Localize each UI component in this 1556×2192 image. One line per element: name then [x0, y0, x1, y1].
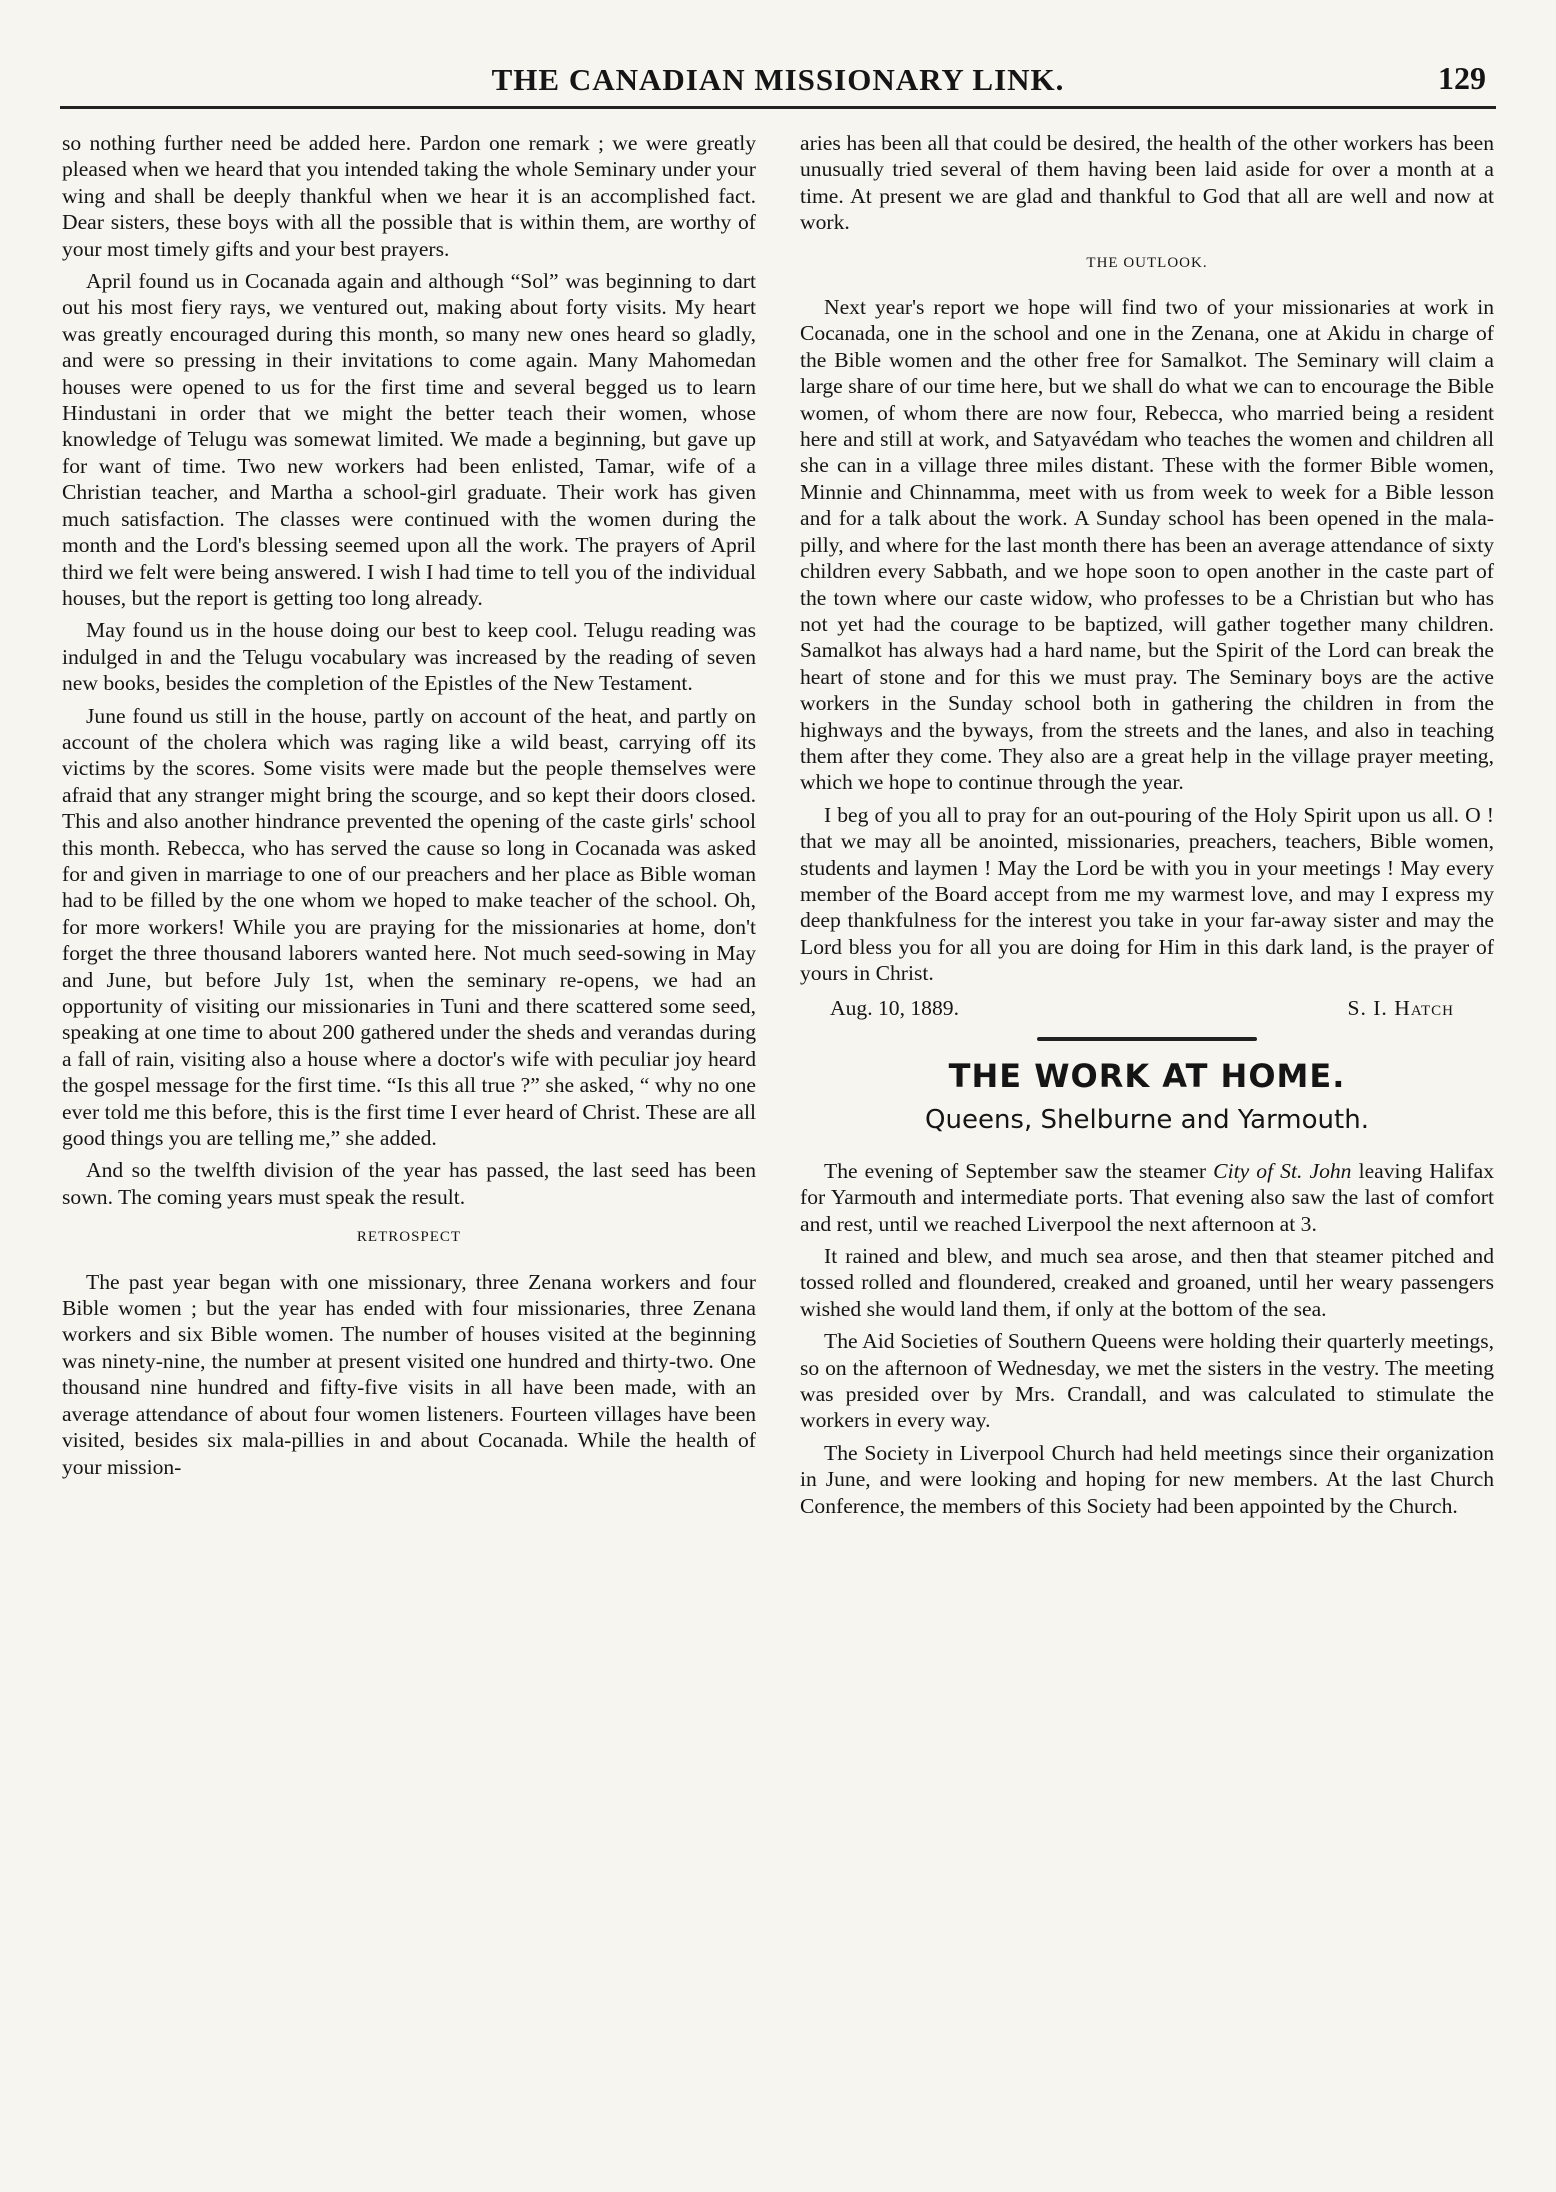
paragraph: It rained and blew, and much sea arose, and then that steamer pitched and tossed rolled and floundered, creaked and groaned, until her weary passengers wished she would land them, if only at the bottom of the sea. — [800, 1244, 1494, 1321]
text-span: The evening of September saw the steamer — [824, 1158, 1214, 1183]
paragraph: I beg of you all to pray for an out-pouring of the Holy Spirit upon us all. O ! that we may all be anointed, missionaries, preachers, teachers, Bible women, students and laymen ! May the Lord be with you in your meetings ! May every member of the Board accept from me my warmest love, and may I express my deep thankfulness for the interest you take in your far-away sister and may the Lord bless you for all you are doing for Him in this dark land, is the prayer of yours in Christ. — [800, 802, 1494, 986]
paragraph: The Society in Liverpool Church had held meetings since their organization in June, and were looking and hoping for new members. At the last Church Conference, the members of this Society had been appointed by the Church. — [800, 1440, 1494, 1518]
ship-name: City of St. John — [1213, 1158, 1352, 1183]
article-subheading: Queens, Shelburne and Yarmouth. — [925, 1105, 1369, 1136]
right-column — [800, 130, 1494, 1525]
publication-title: THE CANADIAN MISSIONARY LINK. — [491, 62, 1065, 97]
paragraph: so nothing further need be added here. Pardon one remark ; we were greatly pleased when we heard that you intended taking the whole Seminary under your wing and shall be deeply thankful when we hear it is an accomplished fact. Dear sisters, these boys with all the possible that is within them, are worthy of your most timely gifts and your best prayers. — [62, 131, 756, 261]
paragraph: And so the twelfth division of the year has passed, the last seed has been sown. The coming years must speak the result. — [62, 1158, 756, 1209]
paragraph: The past year began with one missionary, three Zenana workers and four Bible women ; but the year has ended with four missionaries, three Zenana workers and six Bible women. The number of houses visited at the beginning was ninety-nine, the number at present visited one hundred and thirty-two. One thousand nine hundred and fifty-five visits in all have been made, with an average attendance of about four women listeners. Fourteen villages have been visited, besides six mala-pillies in and about Cocanada. While the health of your mission- — [62, 1269, 756, 1479]
signature-date: Aug. 10, 1889. — [830, 995, 959, 1020]
paragraph: April found us in Cocanada again and although “Sol” was beginning to dart out his most fiery rays, we ventured out, making about forty visits. My heart was greatly encouraged during this month, so many new ones heard so gladly, and were so pressing in their invitations to come again. Many Mahomedan houses were opened to us for the first time and several begged us to learn Hindustani in order that we might the better teach their women, whose knowledge of Telugu was somewat limited. We made a beginning, but gave up for want of time. Two new workers had been enlisted, Tamar, wife of a Christian teacher, and Martha a school-girl graduate. Their work has given much satisfaction. The classes were continued with the women during the month and the Lord's blessing seemed upon all the work. The prayers of April third we felt were being answered. I wish I had time to tell you of the individual houses, but the report is getting too long already. — [62, 269, 756, 610]
article-heading: THE WORK AT HOME. — [948, 1057, 1346, 1095]
section-heading-retrospect: RETROSPECT — [356, 1229, 462, 1246]
page-number: 129 — [1438, 60, 1486, 96]
section-heading-outlook: THE OUTLOOK. — [1086, 254, 1208, 271]
ornamental-rule — [1037, 1037, 1257, 1041]
text-span: leaving Halifax for Yarmouth and intermediate ports. That evening also saw the last of comfort and rest, until we reached Liverpool the next afternoon at 3. — [800, 1158, 1495, 1236]
paragraph — [800, 1158, 1494, 1237]
left-column — [62, 130, 756, 1486]
paragraph: Next year's report we hope will find two of your missionaries at work in Cocanada, one in the school and one in the Zenana, one at Akidu in charge of the Bible women and the other free for Samalkot. The Seminary will claim a large share of our time here, but we shall do what we can to encourage the Bible women, of whom there are now four, Rebecca, who married being a resident here and still at work, and Satyavédam who teaches the women and children all she can in a village three miles distant. These with the former Bible women, Minnie and Chinnamma, meet with us from week to week for a Bible lesson and for a talk about the work. A Sunday school has been opened in the mala-pilly, and where for the last month there has been an average attendance of sixty children every Sabbath, and we hope soon to open another in the caste part of the town where our caste widow, who professes to be a Christian but who has not yet had the courage to be baptized, will gather together many children. Samalkot has always had a hard name, but the Spirit of the Lord can break the heart of stone and for this we must pray. The Seminary boys are the active workers in the Sunday school both in gathering the children in from the highways and the byways, from the streets and the lanes, and also in teaching them after they come. They also are a great help in the village prayer meeting, which we hope to continue through the year. — [800, 295, 1494, 795]
signature-name: S. I. Hatch — [1347, 995, 1454, 1020]
paragraph: May found us in the house doing our best to keep cool. Telugu reading was indulged in and the Telugu vocabulary was increased by the reading of seven new books, besides the completion of the Epistles of the New Testament. — [62, 618, 756, 696]
paragraph: aries has been all that could be desired, the health of the other workers has been unusually tried several of them having been laid aside for over a month at a time. At present we are glad and thankful to God that all are well and now at work. — [800, 131, 1494, 235]
paragraph: June found us still in the house, partly on account of the heat, and partly on account of the cholera which was raging like a wild beast, carrying off its victims by the scores. Some visits were made but the people themselves were afraid that any stranger might bring the scourge, and so kept their doors closed. This and also another hindrance prevented the opening of the caste girls' school this month. Rebecca, who has served the cause so long in Cocanada was asked for and given in marriage to one of our preachers and her place as Bible woman had to be filled by the one whom we hoped to make teacher of the school. Oh, for more workers! While you are praying for the missionaries at home, don't forget the three thousand laborers wanted here. Not much seed-sowing in May and June, but before July 1st, when the seminary re-opens, we had an opportunity of visiting our missionaries in Tuni and there scattered some seed, speaking at one time to about 200 gathered under the sheds and verandas during a fall of rain, visiting also a house where a doctor's wife with peculiar joy heard the gospel message for the first time. “Is this all true ?” she asked, “ why no one ever told me this before, this is the first time I ever heard of Christ. These are all good things you are telling me,” she added. — [62, 703, 756, 1151]
paragraph: The Aid Societies of Southern Queens were holding their quarterly meetings, so on the afternoon of Wednesday, we met the sisters in the vestry. The meeting was presided over by Mrs. Crandall, and was calculated to stimulate the workers in every way. — [800, 1329, 1494, 1433]
page-header — [60, 62, 1496, 109]
signature-line — [800, 995, 1494, 1021]
